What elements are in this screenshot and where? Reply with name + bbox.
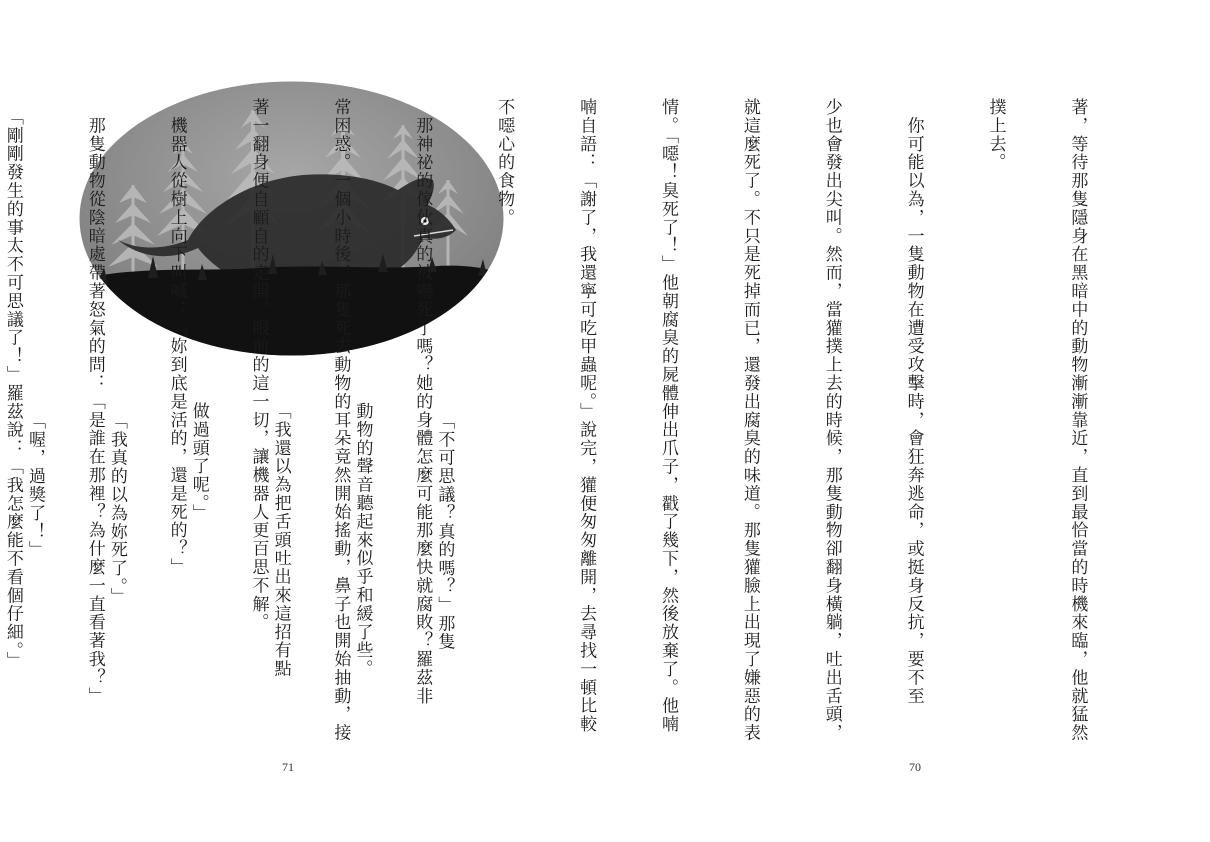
page-number: 70 — [909, 760, 921, 774]
text-column: 你可能以為，一隻動物在遭受攻擊時，會狂奔逃命，或挺身反抗，要不至 — [903, 98, 924, 706]
text-column: 那隻動物從陰暗處帶著怒氣的問：「是誰在那裡？為什麼一直看著我？」 — [84, 98, 105, 706]
text-column: 那神祕的傢伙真的被嚇死了嗎？她的身體怎麼可能那麼快就腐敗？羅茲非 — [412, 98, 433, 706]
text-column: 動物的聲音聽起來似乎和緩了些。 — [352, 402, 373, 678]
text-column: 就這麼死了。不只是死掉而已，還發出腐臭的味道。那隻獾臉上出現了嫌惡的表 — [739, 98, 760, 742]
text-column: 做過頭了呢。」 — [188, 402, 209, 523]
text-column: 「喔，過獎了！」 — [24, 402, 45, 560]
text-column: 機器人從樹上向下叫喊：「妳到底是活的，還是死的？」 — [166, 98, 187, 577]
text-column: 常困惑。一個小時後，那隻死去動物的耳朵竟然開始搖動，鼻子也開始抽動，接 — [330, 98, 351, 742]
text-column: 「不可思議？真的嗎？」那隻 — [434, 402, 455, 652]
text-column: 少也會發出尖叫。然而，當獾撲上去的時候，那隻動物卻翻身橫躺，吐出舌頭， — [821, 98, 842, 742]
text-column: 不噁心的食物。 — [494, 98, 515, 227]
text-column: 情。「噁！臭死了！」他朝腐臭的屍體伸出爪子，戳了幾下，然後放棄了。他喃 — [657, 98, 678, 734]
text-column: 著，等待那隻隱身在黑暗中的動物漸漸靠近，直到最恰當的時機來臨，他就猛然 — [1067, 98, 1088, 742]
text-column: 喃自語：「謝了，我還寧可吃甲蟲呢。」說完，獾便匆匆離開，去尋找一頓比較 — [576, 98, 597, 734]
text-column: 「我真的以為妳死了。」 — [106, 402, 127, 606]
text-column: 著一翻身便自顧自的走開。眼前的這一切，讓機器人更百思不解。 — [248, 98, 269, 632]
text-column: 「剛剛發生的事太不可思議了！」羅茲說：「我怎麼能不看個仔細。」 — [2, 98, 23, 670]
text-column: 撲上去。 — [985, 98, 1006, 172]
page-number: 71 — [282, 760, 294, 774]
text-column: 「我還以為把舌頭吐出來這招有點 — [270, 402, 291, 678]
